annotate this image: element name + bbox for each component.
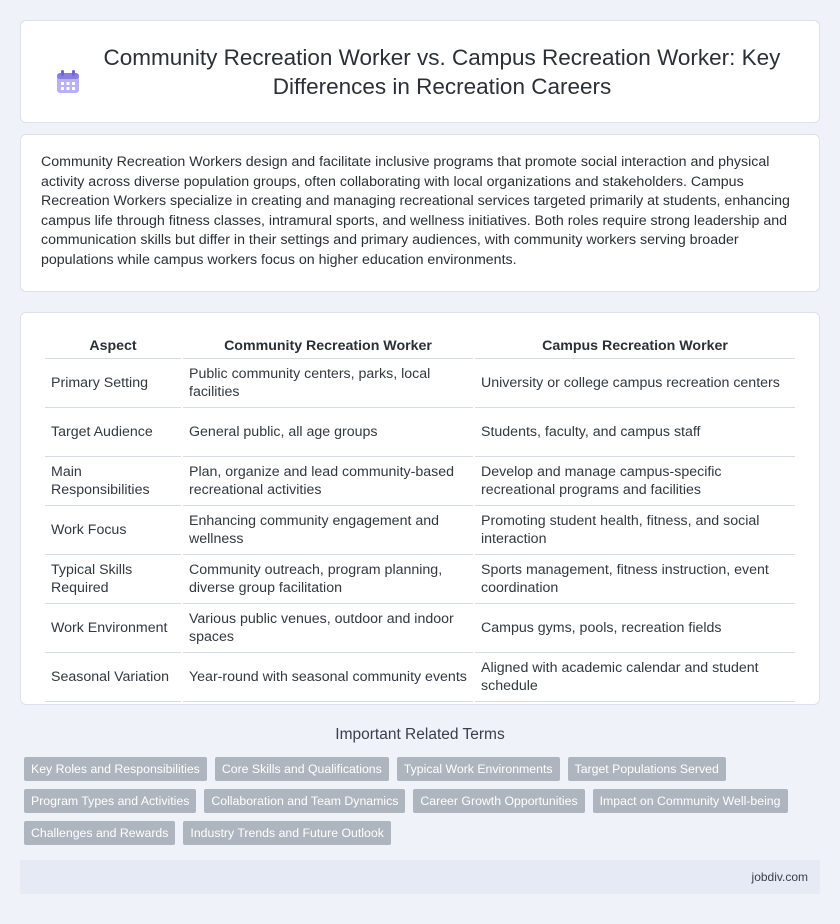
row-campus: Sports management, fitness instruction, event coordination <box>475 555 795 604</box>
table-row <box>45 457 795 506</box>
row-community: Public community centers, parks, local facilities <box>183 359 473 408</box>
related-terms-heading: Important Related Terms <box>335 726 505 743</box>
related-term-tag[interactable]: Industry Trends and Future Outlook <box>183 821 390 845</box>
row-aspect: Main Responsibilities <box>45 457 181 506</box>
table-header-row <box>45 329 795 359</box>
calendar-icon <box>54 68 82 96</box>
related-term-tag[interactable]: Core Skills and Qualifications <box>215 757 389 781</box>
column-header-campus: Campus Recreation Worker <box>475 329 795 359</box>
related-term-tag[interactable]: Career Growth Opportunities <box>413 789 584 813</box>
row-community: General public, all age groups <box>183 408 473 457</box>
related-term-tag[interactable]: Key Roles and Responsibilities <box>24 757 207 781</box>
related-terms-list <box>24 757 824 845</box>
related-term-tag[interactable]: Collaboration and Team Dynamics <box>204 789 405 813</box>
row-campus: Develop and manage campus-specific recreational programs and facilities <box>475 457 795 506</box>
page-title: Community Recreation Worker vs. Campus Recreation Worker: Key Differences in Recreation Careers <box>103 44 781 99</box>
column-header-community: Community Recreation Worker <box>183 329 473 359</box>
table-row <box>45 555 795 604</box>
row-campus: Students, faculty, and campus staff <box>475 408 795 457</box>
intro-card <box>20 134 820 292</box>
related-term-tag[interactable]: Program Types and Activities <box>24 789 196 813</box>
table-row <box>45 359 795 408</box>
table-row <box>45 408 795 457</box>
table-row <box>45 506 795 555</box>
footer-site-link[interactable]: jobdiv.com <box>751 870 808 884</box>
row-aspect: Work Focus <box>45 506 181 555</box>
row-community: Community outreach, program planning, diverse group facilitation <box>183 555 473 604</box>
row-aspect: Typical Skills Required <box>45 555 181 604</box>
row-aspect: Work Environment <box>45 604 181 653</box>
row-aspect: Target Audience <box>45 408 181 457</box>
row-campus: Promoting student health, fitness, and social interaction <box>475 506 795 555</box>
footer <box>20 860 820 894</box>
row-campus: Aligned with academic calendar and student schedule <box>475 653 795 702</box>
related-term-tag[interactable]: Challenges and Rewards <box>24 821 175 845</box>
row-community: Various public venues, outdoor and indoor spaces <box>183 604 473 653</box>
column-header-aspect: Aspect <box>45 329 181 359</box>
row-community: Enhancing community engagement and wellness <box>183 506 473 555</box>
comparison-table <box>43 329 797 702</box>
row-community: Year-round with seasonal community events <box>183 653 473 702</box>
related-term-tag[interactable]: Target Populations Served <box>568 757 726 781</box>
table-row <box>45 604 795 653</box>
row-community: Plan, organize and lead community-based recreational activities <box>183 457 473 506</box>
related-term-tag[interactable]: Impact on Community Well-being <box>593 789 788 813</box>
related-term-tag[interactable]: Typical Work Environments <box>397 757 560 781</box>
row-aspect: Primary Setting <box>45 359 181 408</box>
table-row <box>45 653 795 702</box>
row-campus: Campus gyms, pools, recreation fields <box>475 604 795 653</box>
intro-paragraph: Community Recreation Workers design and facilitate inclusive programs that promote social interaction and physical activity across diverse population groups, often collaborating with local organizations and stakeholders. Campus Recreation Workers specialize in creating and managing recreational services targeted primarily at students, enhancing campus life through fitness classes, intramural sports, and wellness initiatives. Both roles require strong leadership and communication skills but differ in their settings and primary audiences, with community workers serving broader populations while campus workers focus on higher education environments. <box>41 154 790 268</box>
row-aspect: Seasonal Variation <box>45 653 181 702</box>
row-campus: University or college campus recreation centers <box>475 359 795 408</box>
title-card <box>20 20 820 123</box>
comparison-table-card <box>20 312 820 705</box>
